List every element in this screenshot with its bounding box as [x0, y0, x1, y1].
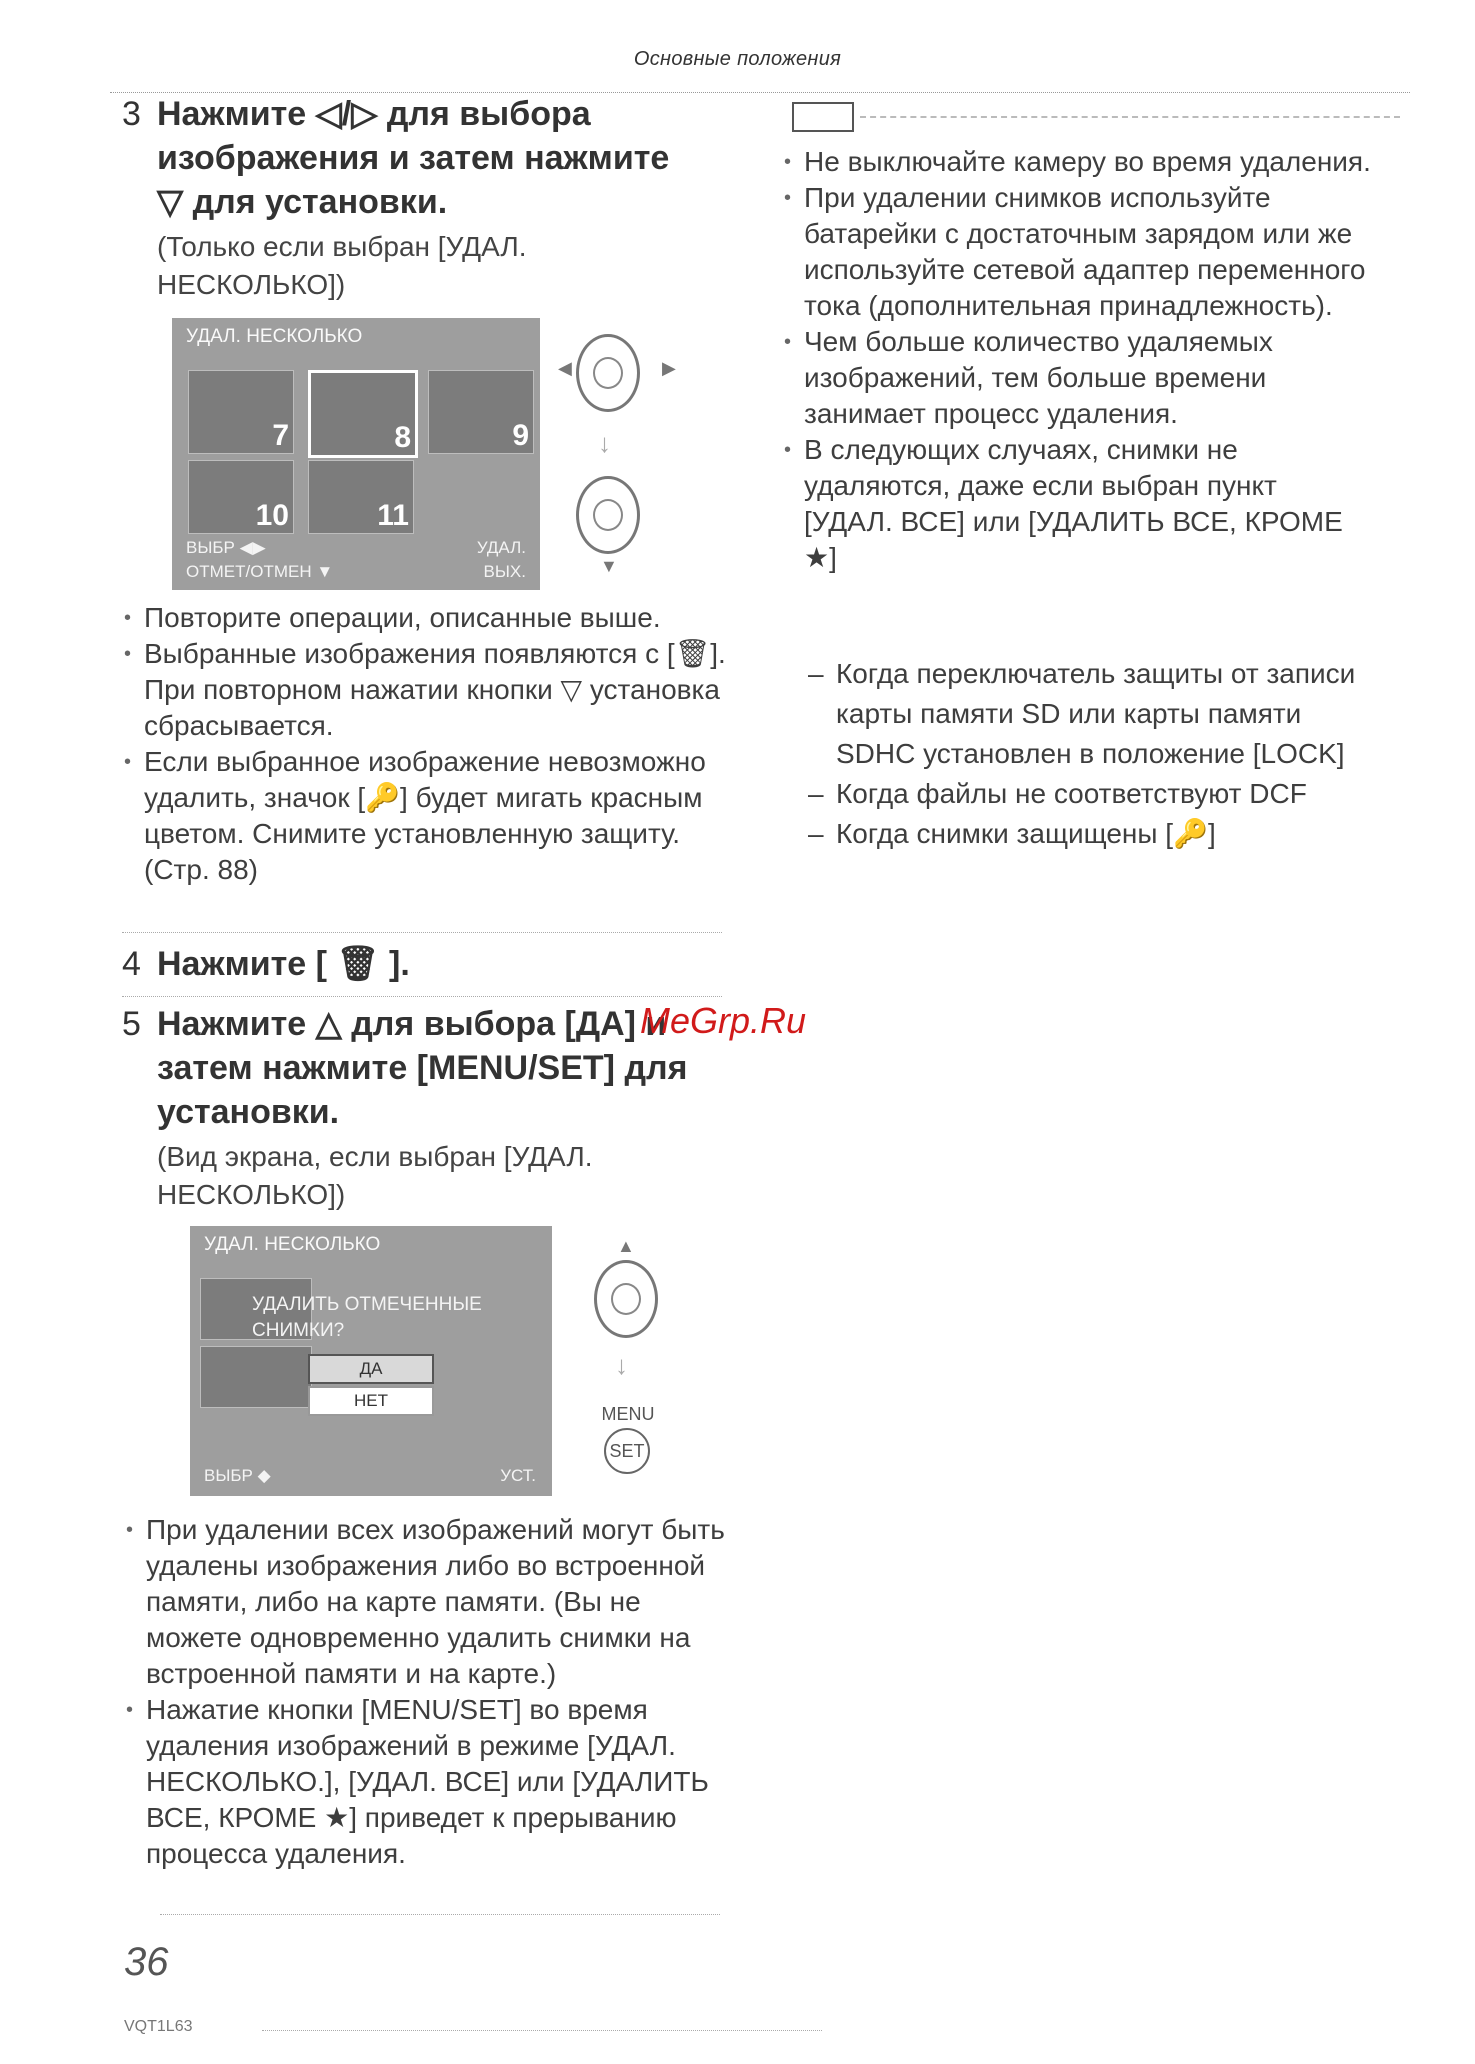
list-item: – Когда снимки защищены [🔑]	[808, 814, 1388, 854]
confirm-question-line-1: УДАЛИТЬ ОТМЕЧЕННЫЕ	[252, 1294, 482, 1315]
list-item: • В следующих случаях, снимки не удаляются, даже если выбран пункт [УДАЛ. ВСЕ] или [УДАЛИТЬ ВСЕ, КРОМЕ ★]	[782, 432, 1372, 576]
step-3-line-1: Нажмите ◁/▷ для выбора	[157, 95, 591, 133]
confirm-question-line-2: СНИМКИ?	[252, 1320, 345, 1341]
page-number: 36	[124, 1940, 169, 1984]
step-3-heading	[122, 92, 762, 224]
thumbnail: 10	[188, 460, 294, 534]
list-item: – Когда переключатель защиты от записи карты памяти SD или карты памяти SDHC установлен в положение [LOCK]	[808, 654, 1388, 774]
watermark: MeGrp.Ru	[640, 1000, 807, 1041]
list-item: • Выбранные изображения появляются с [🗑]. При повторном нажатии кнопки ▽ установка сбрасывается.	[122, 636, 732, 744]
notes-cases	[808, 654, 1388, 854]
up-triangle-icon: ▲	[617, 1236, 635, 1256]
step-3-line-3: ▽ для установки.	[157, 183, 448, 221]
menu-set-button-icon: SET	[604, 1428, 650, 1474]
step-5-line-3: установки.	[157, 1093, 340, 1131]
section-title: Основные положения	[633, 48, 842, 70]
screen-1-exit-hint: ВЫХ.	[483, 562, 526, 581]
step-3-note	[157, 228, 527, 304]
step-5-line-1: Нажмите △ для выбора [ДА] и	[157, 1005, 667, 1043]
menu-label: MENU	[601, 1404, 655, 1424]
screen-1-mark-hint: ОТМЕТ/ОТМЕН ▼	[186, 562, 334, 581]
step-5-number: 5	[122, 1005, 141, 1043]
screen-1-select-hint: ВЫБР ◀▶	[186, 538, 266, 557]
step-4-number: 4	[122, 945, 141, 983]
step-3-bullets	[122, 600, 732, 888]
thumbnail: 11	[308, 460, 414, 534]
list-item: • При удалении снимков используйте батарейки с достаточным зарядом или же используйте сетевой адаптер переменного тока (дополнительная принадлежность).	[782, 180, 1372, 324]
thumbnail	[200, 1346, 312, 1408]
list-item: • Нажатие кнопки [MENU/SET] во время удаления изображений в режиме [УДАЛ. НЕСКОЛЬКО.], [УДАЛ. ВСЕ] или [УДАЛИТЬ ВСЕ, КРОМЕ ★] приведет к прерыванию процесса удаления.	[124, 1692, 744, 1872]
screen-2-select-hint: ВЫБР ◆	[204, 1466, 271, 1485]
step-5-line-2: затем нажмите [MENU/SET] для	[157, 1049, 688, 1087]
list-item: • Если выбранное изображение невозможно удалить, значок [🔑] будет мигать красным цветом. Снимите установленную защиту.(Стр. 88)	[122, 744, 732, 888]
cursor-pad-icon	[576, 476, 640, 554]
step-5-bullets	[124, 1512, 744, 1872]
divider	[122, 996, 722, 997]
thumbnail: 9	[428, 370, 534, 454]
step-5-note-line-1: (Вид экрана, если выбран [УДАЛ.	[157, 1141, 593, 1172]
step-3-line-2: изображения и затем нажмите	[157, 139, 670, 177]
no-option[interactable]: НЕТ	[308, 1386, 434, 1416]
screen-2-title: УДАЛ. НЕСКОЛЬКО	[204, 1234, 381, 1255]
yes-option[interactable]: ДА	[308, 1354, 434, 1384]
step-4-heading	[122, 942, 762, 986]
step-3-note-line-1: (Только если выбран [УДАЛ.	[157, 231, 527, 262]
screen-1-delete-hint: УДАЛ.	[476, 538, 526, 557]
notes-list	[782, 144, 1372, 576]
down-triangle-icon: ▼	[600, 556, 618, 576]
footer-divider	[262, 2030, 822, 2031]
left-arrow-icon: ◀	[558, 358, 572, 378]
document-code: VQT1L63	[124, 2018, 193, 2035]
note-icon	[792, 102, 854, 132]
step-3-note-line-2: НЕСКОЛЬКО])	[157, 269, 346, 300]
list-item: • При удалении всех изображений могут быть удалены изображения либо во встроенной памяти, либо на карте памяти. (Вы не можете одновременно удалить снимки на встроенной памяти и на карте.)	[124, 1512, 744, 1692]
down-arrow-icon: ↓	[615, 1350, 628, 1380]
list-item: • Чем больше количество удаляемых изображений, тем больше времени занимает процесс удаления.	[782, 324, 1372, 432]
cursor-pad-icon	[576, 334, 640, 412]
list-item: • Не выключайте камеру во время удаления.	[782, 144, 1372, 180]
delete-multi-screen	[172, 318, 540, 590]
step-5-note	[157, 1138, 593, 1214]
thumbnail-selected: 8	[308, 370, 418, 458]
note-divider	[860, 116, 1400, 118]
step-3-number: 3	[122, 95, 141, 133]
delete-confirm-screen	[190, 1226, 552, 1496]
step-5-note-line-2: НЕСКОЛЬКО])	[157, 1179, 346, 1210]
step-4-text: Нажмите [ 🗑 ].	[157, 945, 410, 983]
right-arrow-icon: ▶	[662, 358, 676, 378]
list-item: – Когда файлы не соответствуют DCF	[808, 774, 1388, 814]
divider	[122, 932, 722, 933]
screen-2-set-hint: УСТ.	[500, 1466, 536, 1485]
thumbnail: 7	[188, 370, 294, 454]
list-item: • Повторите операции, описанные выше.	[122, 600, 732, 636]
divider	[160, 1914, 720, 1915]
cursor-pad-icon	[594, 1260, 658, 1338]
down-arrow-icon: ↓	[598, 428, 611, 458]
screen-1-title: УДАЛ. НЕСКОЛЬКО	[186, 326, 363, 347]
